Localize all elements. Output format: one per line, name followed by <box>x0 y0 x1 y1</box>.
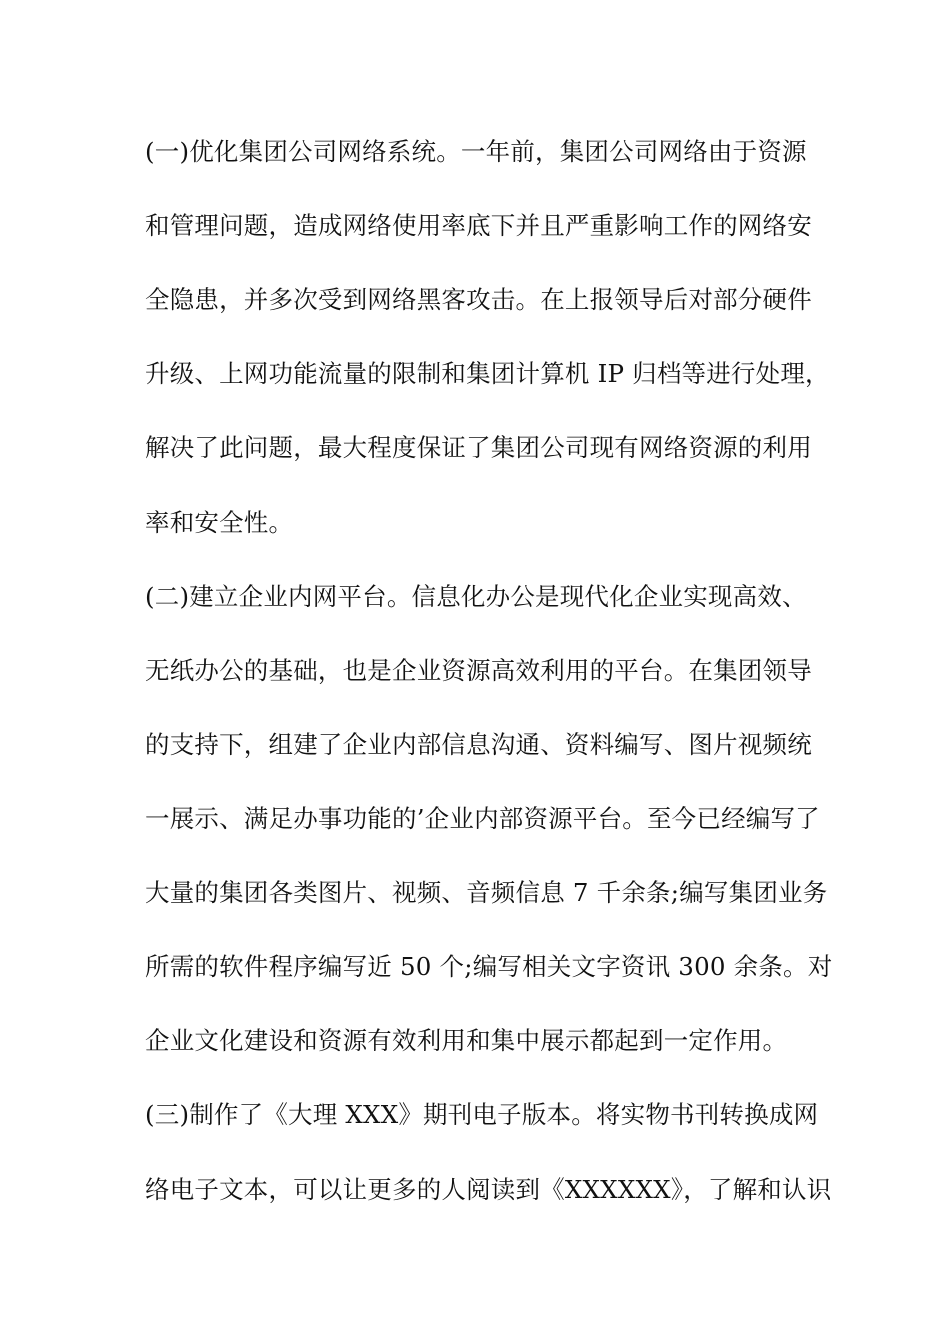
text-line: 升级、上网功能流量的限制和集团计算机 IP 归档等进行处理， <box>145 359 830 388</box>
text-line: (三)制作了《大理 XXX》期刊电子版本。将实物书刊转换成网 <box>145 1100 819 1129</box>
text-line: 企业文化建设和资源有效利用和集中展示都起到一定作用。 <box>145 1026 788 1055</box>
text-line: 的支持下，组建了企业内部信息沟通、资料编写、图片视频统 <box>145 730 812 759</box>
text-line: 全隐患，并多次受到网络黑客攻击。在上报领导后对部分硬件 <box>145 285 812 314</box>
text-line: 和管理问题，造成网络使用率底下并且严重影响工作的网络安 <box>145 211 812 240</box>
text-line: 大量的集团各类图片、视频、音频信息 7 千余条;编写集团业务 <box>145 878 828 907</box>
text-line: 无纸办公的基础，也是企业资源高效利用的平台。在集团领导 <box>145 656 812 685</box>
text-line: (一)优化集团公司网络系统。一年前，集团公司网络由于资源 <box>145 137 807 166</box>
text-line: 解决了此问题，最大程度保证了集团公司现有网络资源的利用 <box>145 433 812 462</box>
text-line: 所需的软件程序编写近 50 个;编写相关文字资讯 300 余条。对 <box>145 952 833 981</box>
text-line: 络电子文本，可以让更多的人阅读到《XXXXXX》，了解和认识 <box>145 1175 832 1204</box>
text-line: 率和安全性。 <box>145 508 294 537</box>
text-line: (二)建立企业内网平台。信息化办公是现代化企业实现高效、 <box>145 582 807 611</box>
text-line: 一展示、满足办事功能的’企业内部资源平台。至今已经编写了 <box>145 804 820 833</box>
